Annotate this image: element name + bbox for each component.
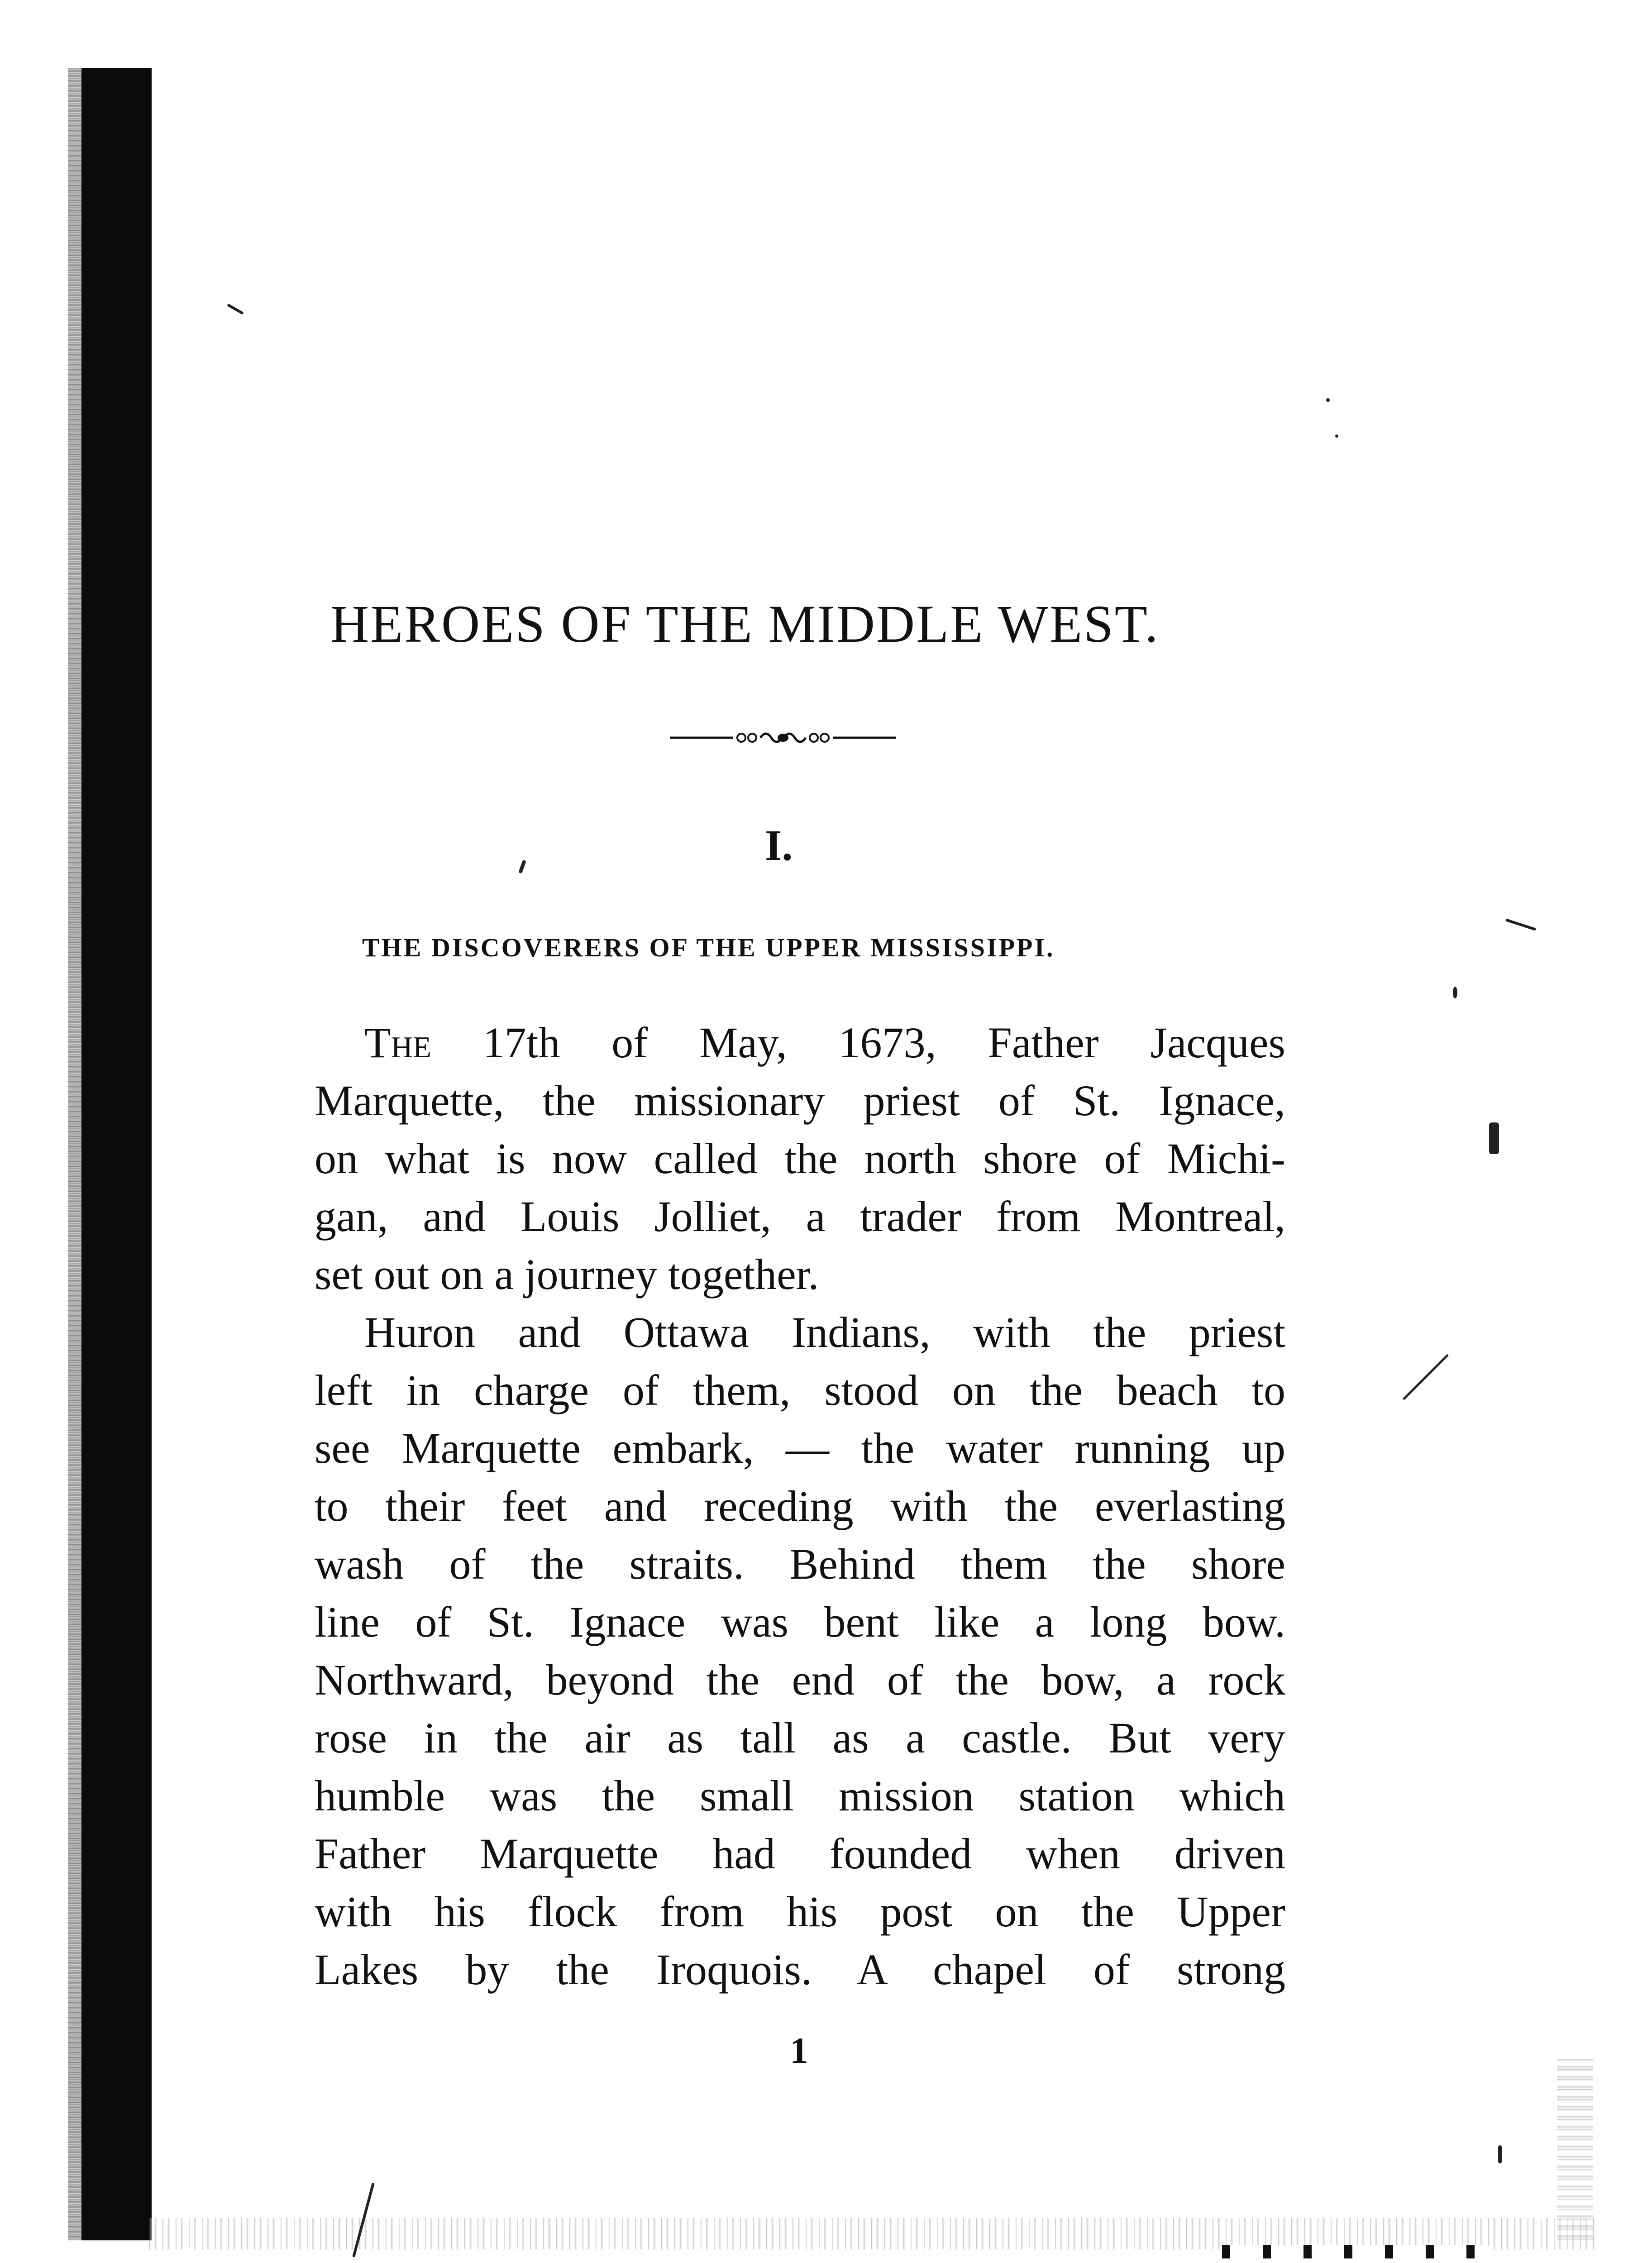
text-line: rose in the air as tall as a castle. But very [315, 1714, 1285, 1762]
text-line: to their feet and receding with the everlasting [315, 1482, 1285, 1530]
scan-speck [518, 860, 526, 874]
text-line: wash of the straits. Behind them the shore [315, 1540, 1285, 1588]
text-line: see Marquette embark, — the water running up [315, 1424, 1285, 1472]
text-line: set out on a journey together. [315, 1250, 819, 1299]
text-line: left in charge of them, stood on the beach to [315, 1366, 1285, 1414]
book-title: HEROES OF THE MIDDLE WEST. [330, 594, 1160, 654]
text-line: Marquette, the missionary priest of St. Ignace, [315, 1076, 1285, 1125]
scan-speck [1453, 987, 1457, 998]
ornament-divider [670, 724, 896, 751]
scan-noise-right [1557, 2059, 1593, 2240]
text-line: Huron and Ottawa Indians, with the priest [364, 1308, 1285, 1356]
binding-edge [81, 68, 152, 2240]
text-line-fragment: 17th of May, 1673, Father Jacques [431, 1018, 1285, 1067]
text-line: Lakes by the Iroquois. A chapel of strong [315, 1945, 1285, 1994]
scan-marks-bottom [1222, 2245, 1494, 2258]
scan-speck [1489, 1122, 1499, 1154]
page-number: 1 [790, 2030, 808, 2071]
lead-word: The [364, 1018, 431, 1067]
chapter-title: THE DISCOVERERS OF THE UPPER MISSISSIPPI. [362, 933, 1055, 962]
text-line: on what is now called the north shore of Michi- [315, 1134, 1285, 1183]
text-line: humble was the small mission station which [315, 1771, 1285, 1820]
text-line: Father Marquette had founded when driven [315, 1829, 1285, 1878]
scan-speck [1326, 398, 1330, 402]
text-line: gan, and Louis Jolliet, a trader from Montreal, [315, 1192, 1285, 1241]
body-text [315, 1014, 1285, 1999]
text-line: line of St. Ignace was bent like a long bow. [315, 1598, 1285, 1646]
chapter-number: I. [765, 821, 793, 869]
scan-speck [1498, 2145, 1502, 2163]
scan-speck [1335, 434, 1338, 438]
scan-speck [1403, 1354, 1449, 1400]
text-line: with his flock from his post on the Upper [315, 1887, 1285, 1936]
scan-speck [1505, 918, 1536, 931]
scan-speck [227, 303, 244, 315]
text-line: Northward, beyond the end of the bow, a rock [315, 1656, 1285, 1704]
text-line [315, 1014, 1285, 1072]
